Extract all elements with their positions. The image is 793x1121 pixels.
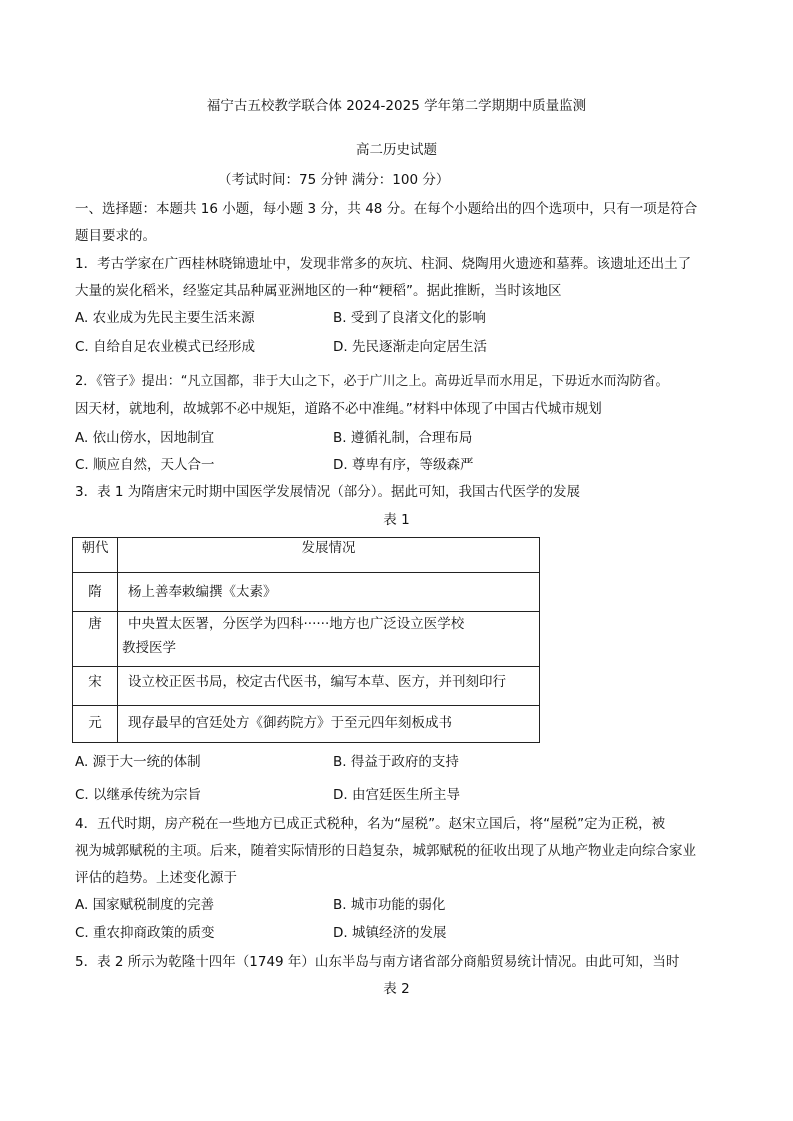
- table-cell-content: [118, 667, 540, 706]
- table-1-caption: 表 1: [383, 512, 410, 528]
- exam-title: 福宁古五校教学联合体 2024-2025 学年第二学期期中质量监测: [206, 98, 587, 114]
- table-1-header-content: 发展情况: [118, 538, 540, 573]
- q3-option-d[interactable]: D. 由宫廷医生所主导: [333, 787, 460, 803]
- q2-option-a[interactable]: A. 依山傍水，因地制宜: [75, 430, 215, 446]
- table-1: [72, 537, 540, 743]
- table-cell-content: [118, 612, 540, 667]
- q4-stem-line-1: 4．五代时期，房产税在一些地方已成正式税种，名为“屋税”。赵宋立国后，将“屋税”定为正税，被: [75, 816, 666, 832]
- table-row: [73, 573, 540, 612]
- q1-stem-line-1: 1．考古学家在广西桂林晓锦遗址中，发现非常多的灰坑、柱洞、烧陶用火遗迹和墓葬。该遗址还出土了: [75, 256, 692, 272]
- table-1-header-era: 朝代: [73, 538, 118, 573]
- q1-option-d[interactable]: D. 先民逐渐走向定居生活: [333, 339, 487, 355]
- q1-option-c[interactable]: C. 自给自足农业模式已经形成: [75, 339, 256, 355]
- table-2-caption: 表 2: [383, 981, 410, 997]
- table-row: [73, 612, 540, 667]
- table-cell-era: 宋: [73, 667, 118, 706]
- q3-option-c[interactable]: C. 以继承传统为宗旨: [75, 787, 202, 803]
- q2-option-b[interactable]: B. 遵循礼制，合理布局: [333, 430, 473, 446]
- q2-option-c[interactable]: C. 顺应自然，天人合一: [75, 457, 215, 473]
- table-cell-era: 唐: [73, 612, 118, 667]
- q4-stem-line-2: 视为城郭赋税的主项。后来，随着实际情形的日趋复杂，城郭赋税的征收出现了从地产物业走向综合家业: [75, 843, 696, 859]
- table-cell-text: 教授医学: [122, 640, 176, 656]
- table-cell-era: 元: [73, 706, 118, 743]
- table-cell-text: 中央置太医署，分医学为四科······地方也广泛设立医学校: [128, 616, 465, 632]
- q3-option-a[interactable]: A. 源于大一统的体制: [75, 754, 201, 770]
- q2-option-d[interactable]: D. 尊卑有序，等级森严: [333, 457, 474, 473]
- q4-option-b[interactable]: B. 城市功能的弱化: [333, 897, 446, 913]
- table-cell-content: [118, 573, 540, 612]
- table-cell-text: 杨上善奉敕编撰《太素》: [128, 584, 277, 600]
- q1-option-b[interactable]: B. 受到了良渚文化的影响: [333, 310, 486, 326]
- q4-option-a[interactable]: A. 国家赋税制度的完善: [75, 897, 215, 913]
- exam-info: （考试时间：75 分钟 满分：100 分）: [218, 172, 450, 188]
- table-cell-era: 隋: [73, 573, 118, 612]
- q4-option-c[interactable]: C. 重农抑商政策的质变: [75, 925, 215, 941]
- q3-stem-line-1: 3．表 1 为隋唐宋元时期中国医学发展情况（部分）。据此可知，我国古代医学的发展: [75, 484, 581, 500]
- table-row: [73, 706, 540, 743]
- q1-stem-line-2: 大量的炭化稻米，经鉴定其品种属亚洲地区的一种“粳稻”。据此推断，当时该地区: [75, 283, 562, 299]
- section-instruction-line-2: 题目要求的。: [75, 228, 156, 244]
- table-cell-text: 现存最早的宫廷处方《御药院方》于至元四年刻板成书: [128, 715, 452, 731]
- q1-option-a[interactable]: A. 农业成为先民主要生活来源: [75, 310, 255, 326]
- q4-stem-line-3: 评估的趋势。上述变化源于: [75, 870, 237, 886]
- q3-option-b[interactable]: B. 得益于政府的支持: [333, 754, 459, 770]
- q2-stem-line-2: 因天材，就地利，故城郭不必中规矩，道路不必中准绳。”材料中体现了中国古代城市规划: [75, 401, 602, 417]
- exam-subtitle: 高二历史试题: [356, 142, 437, 158]
- q4-option-d[interactable]: D. 城镇经济的发展: [333, 925, 447, 941]
- table-cell-text: 设立校正医书局，校定古代医书，编写本草、医方，并刊刻印行: [128, 674, 506, 690]
- table-cell-content: [118, 706, 540, 743]
- section-instruction-line-1: 一、选择题：本题共 16 小题，每小题 3 分，共 48 分。在每个小题给出的四个选项中，只有一项是符合: [75, 201, 698, 217]
- q5-stem-line-1: 5．表 2 所示为乾隆十四年（1749 年）山东半岛与南方诸省部分商船贸易统计情况。由此可知，当时: [75, 954, 680, 970]
- q2-stem-line-1: 2．《管子》提出：“凡立国都，非于大山之下，必于广川之上。高毋近旱而水用足，下毋近水而沟防省。: [75, 374, 669, 389]
- table-row: [73, 667, 540, 706]
